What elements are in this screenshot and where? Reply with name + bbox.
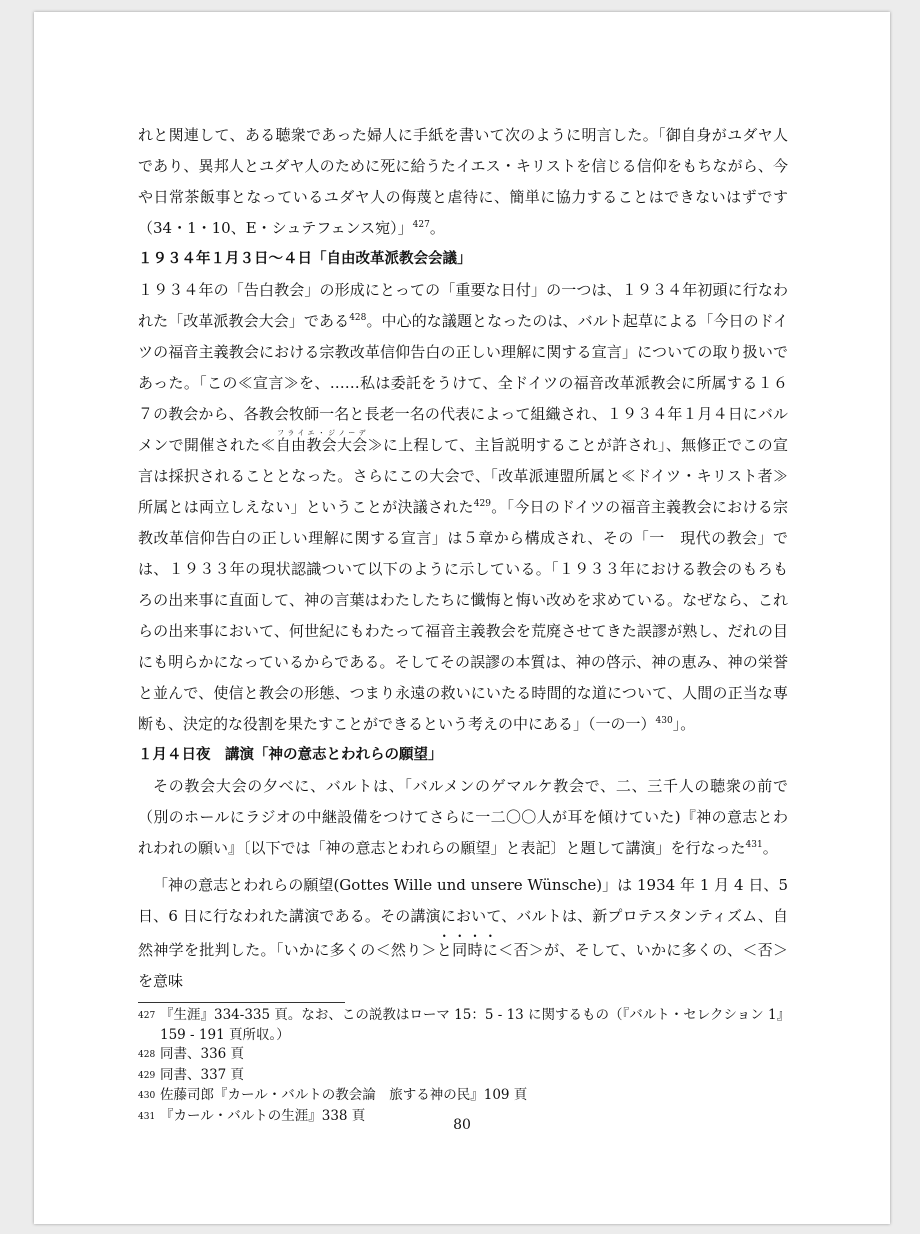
body-text bbox=[138, 120, 788, 997]
footnote-text: 『カール・バルトの生涯』338 頁 bbox=[160, 1107, 366, 1124]
footnote-number: 431 bbox=[138, 1111, 156, 1122]
emphasis-text: と同時に bbox=[436, 941, 499, 959]
footnote-ref[interactable]: 431 bbox=[745, 840, 763, 850]
footnote-text: 佐藤司郎『カール・バルトの教会論 旅する神の民』109 頁 bbox=[160, 1087, 528, 1103]
footnote-ref[interactable]: 430 bbox=[655, 716, 673, 726]
section-heading: １月４日夜 講演「神の意志とわれらの願望」 bbox=[138, 747, 443, 763]
ruby-annotation: 自由教会大会フライエ・ジノーデ bbox=[275, 429, 368, 454]
document-page bbox=[34, 12, 890, 1224]
footnote bbox=[138, 1086, 788, 1107]
footnote-text: 同書、336 頁 bbox=[160, 1046, 245, 1062]
footnote-ref[interactable]: 428 bbox=[349, 313, 367, 323]
footnote-number: 428 bbox=[138, 1050, 156, 1060]
page-number: 80 bbox=[453, 1117, 471, 1133]
footnote-divider bbox=[138, 1002, 345, 1003]
paragraph: １９３４年の「告白教会」の形成にとっての「重要な日付」の一つは、１９３４年初頭に行なわれた「改革派教会大会」である$^{428}$。中心的な議題となったのは、バルト起草による「今日のドイツの福音主義教会における宗教改革信仰告白の正しい理解に関する宣言」についての取り扱いであった。「この≪宣言≫を、……私は委託をうけて、全ドイツの福音改革派教会に所属する１６７の教会から、各教会牧師一名と長老一名の代表によって組織され、１９３４年１月４日にバルメンで開催された≪自由教会大会フライエ・ジノーデ≫に上程して、主旨説明することが許され」、無修正でこの宣言は採択されることとなった。さらにこの大会で、「改革派連盟所属と≪ドイツ・キリスト者≫所属とは両立しえない」ということが決議された$^{429}$。「今日のドイツの福音主義教会における宗教改革信仰告白の正しい理解に関する宣言」は５章から構成され、その「一 現代の教会」では、１９３３年の現状認識ついて以下のように示している。「１９３３年における教会のもろもろの出来事に直面して、神の言葉はわたしたちに懺悔と悔い改めを求めている。なぜなら、これらの出来事において、何世紀にもわたって福音主義教会を荒廃させてきた誤謬が熟し、だれの目にも明らかになっているからである。そしてその誤謬の本質は、神の啓示、神の恵み、神の栄誉と並んで、使信と教会の形態、つまり永遠の救いにいたる時間的な道について、人間の正当な専断も、決定的な役割を果たすことができるという考えの中にある」（一の一）$^{430}$」。 bbox=[138, 281, 788, 733]
footnote bbox=[138, 1066, 788, 1087]
paragraph: 「神の意志とわれらの願望(Gottes Wille und unsere Wünsche)」は 1934 年 1 月 4 日、5 日、6 日に行なわれた講演である。その講演において、バルトは、新プロテスタンティズム、自然神学を批判した。「いかに多くの＜然り＞と同時に＜否＞が、そして、いかに多くの、＜否＞を意味 bbox=[138, 876, 788, 990]
footnote-text: 『生涯』334-335 頁。なお、この説教はローマ 15：5 - 13 に関するもの（『バルト・セレクション 1』159 - 191 頁所収。） bbox=[160, 1007, 784, 1043]
footnote-number: 430 bbox=[138, 1091, 156, 1101]
footnotes bbox=[138, 1006, 788, 1127]
footnote-ref[interactable]: 429 bbox=[473, 499, 491, 509]
footnote-text: 同書、337 頁 bbox=[160, 1066, 245, 1083]
footnote bbox=[138, 1006, 788, 1045]
paragraph: その教会大会の夕べに、バルトは、「バルメンのゲマルケ教会で、二、三千人の聴衆の前で（別のホールにラジオの中継設備をつけてさらに一二〇〇人が耳を傾けていた)『神の意志とわれわれの願い』〔以下では「神の意志とわれらの願望」と表記〕と題して講演」を行なった$^{431}$。 bbox=[138, 777, 788, 857]
section-heading: １９３４年１月３日〜４日「自由改革派教会会議」 bbox=[138, 251, 472, 267]
footnote bbox=[138, 1045, 788, 1066]
footnote-ref[interactable]: 427 bbox=[412, 220, 430, 230]
footnote-number: 429 bbox=[138, 1070, 156, 1081]
footnote-number: 427 bbox=[138, 1011, 156, 1021]
paragraph: れと関連して、ある聴衆であった婦人に手紙を書いて次のように明言した。「御自身がユダヤ人であり、異邦人とユダヤ人のために死に給うたイエス・キリストを信じる信仰をもちながら、今や日常茶飯事となっているユダヤ人の侮蔑と虐待に、簡単に協力することはできないはずです（34・1・10、E・シュテフェンス宛）」$^{427}$。 bbox=[138, 126, 788, 237]
